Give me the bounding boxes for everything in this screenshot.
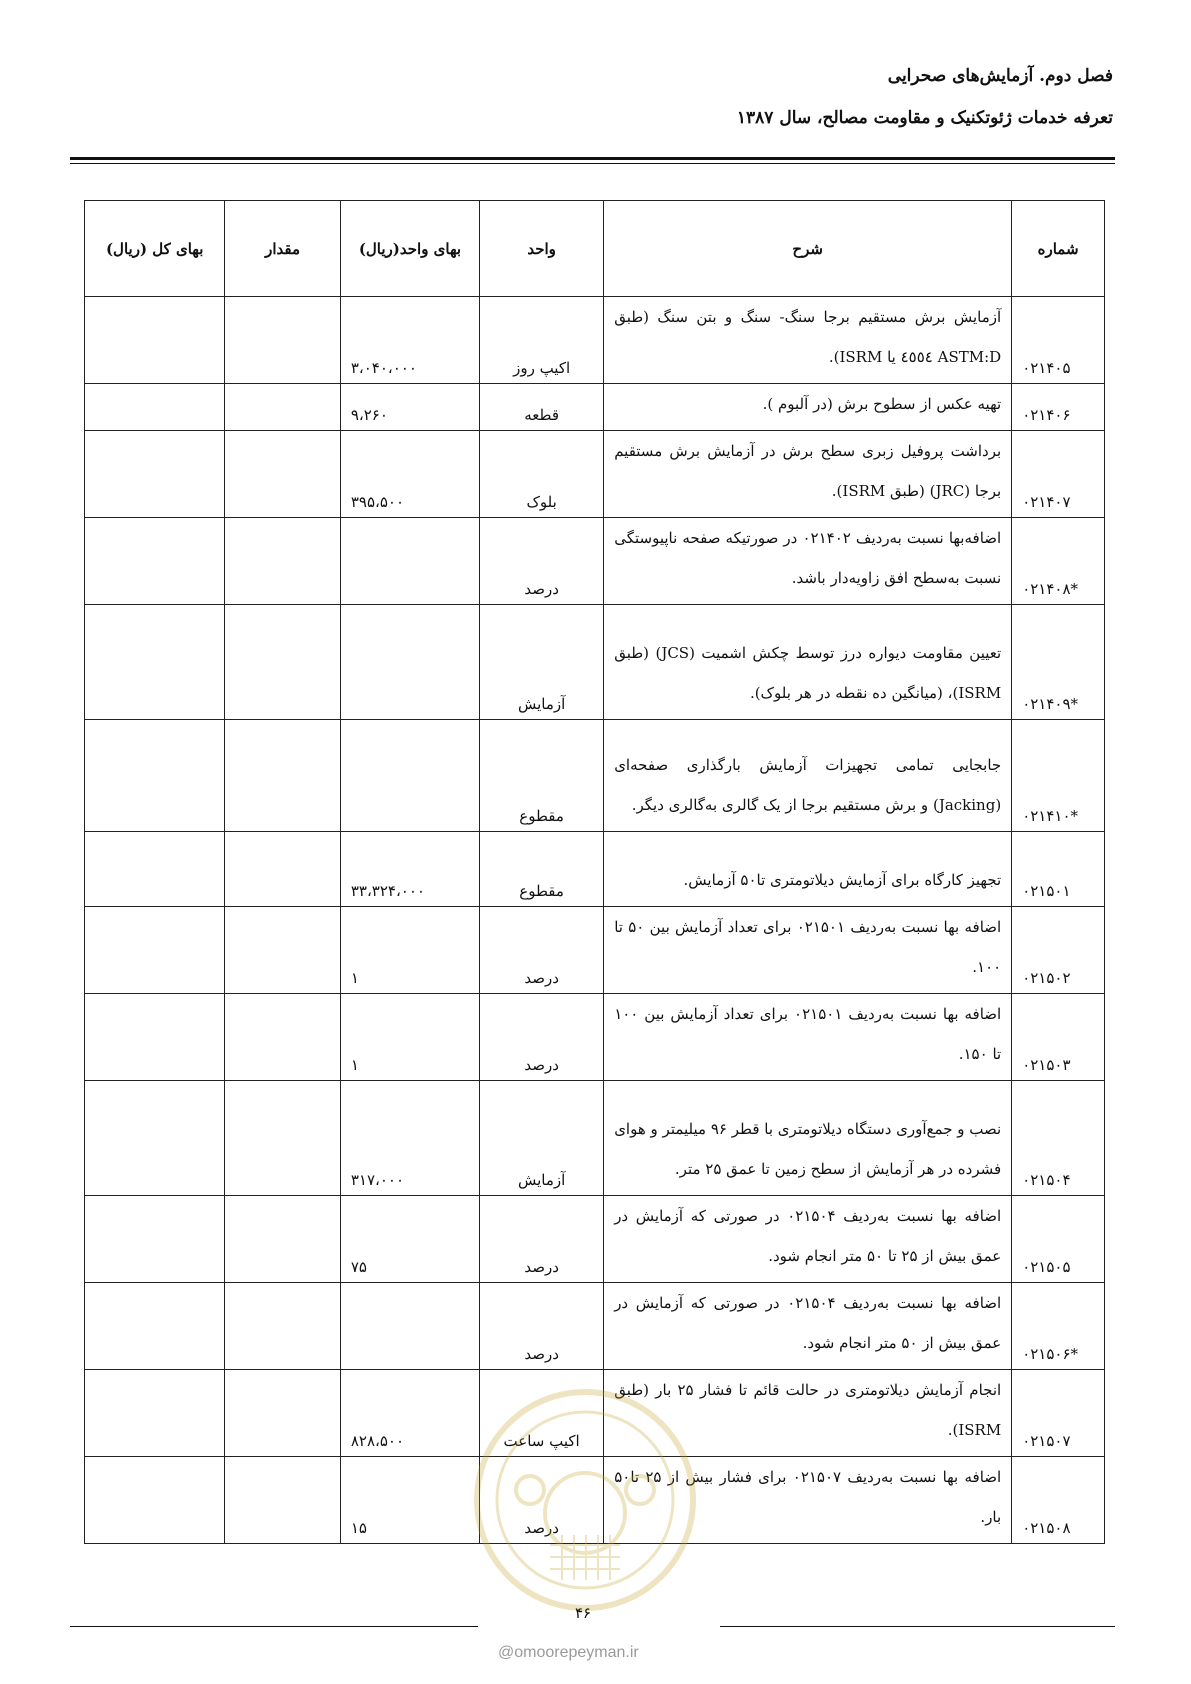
row-unit: اکیپ ساعت bbox=[480, 1370, 604, 1457]
row-description: تجهیز کارگاه برای آزمایش دیلاتومتری تا۵۰ آزمایش. bbox=[604, 832, 1012, 907]
row-unit-price: ۸۲۸،۵۰۰ bbox=[340, 1370, 479, 1457]
row-number: ۰۲۱۴۰۷ bbox=[1012, 431, 1105, 518]
column-header-total: بهای کل (ریال) bbox=[85, 201, 225, 297]
row-description: اضافه بها نسبت به‌ردیف ۰۲۱۵۰۴ در صورتی که آزمایش در عمق بیش از ۵۰ متر انجام شود. bbox=[604, 1283, 1012, 1370]
row-description: اضافه بها نسبت به‌ردیف ۰۲۱۵۰۷ برای فشار بیش از ۲۵ تا۵۰ بار. bbox=[604, 1457, 1012, 1544]
footer-rule-right bbox=[720, 1626, 1115, 1627]
column-header-quantity: مقدار bbox=[225, 201, 340, 297]
row-total bbox=[85, 907, 225, 994]
row-description: انجام آزمایش دیلاتومتری در حالت قائم تا فشار ۲۵ بار (طبق ISRM). bbox=[604, 1370, 1012, 1457]
header-rule-thin bbox=[70, 163, 1115, 164]
row-total bbox=[85, 1370, 225, 1457]
row-description: برداشت پروفیل زبری سطح برش در آزمایش برش مستقیم برجا (JRC) (طبق ISRM). bbox=[604, 431, 1012, 518]
row-quantity bbox=[225, 720, 340, 832]
column-header-description: شرح bbox=[604, 201, 1012, 297]
row-total bbox=[85, 518, 225, 605]
row-unit-price: ۱ bbox=[340, 994, 479, 1081]
row-quantity bbox=[225, 384, 340, 431]
row-unit-price: ۳۳،۳۲۴،۰۰۰ bbox=[340, 832, 479, 907]
row-unit-price bbox=[340, 518, 479, 605]
row-unit: درصد bbox=[480, 1283, 604, 1370]
table-row bbox=[85, 907, 1105, 994]
stamp-seal-watermark bbox=[470, 1385, 700, 1615]
row-number: ۰۲۱۵۰۷ bbox=[1012, 1370, 1105, 1457]
row-description: تعیین مقاومت دیواره درز توسط چکش اشمیت (JCS) (طبق ISRM)، (میانگین ده نقطه در هر بلوک). bbox=[604, 605, 1012, 720]
row-unit: درصد bbox=[480, 1457, 604, 1544]
table-row bbox=[85, 384, 1105, 431]
row-unit-price bbox=[340, 1283, 479, 1370]
row-number: ۰۲۱۵۰۶* bbox=[1012, 1283, 1105, 1370]
table-header-row bbox=[85, 201, 1105, 297]
row-unit-price: ۳،۰۴۰،۰۰۰ bbox=[340, 297, 479, 384]
row-quantity bbox=[225, 994, 340, 1081]
row-unit-price bbox=[340, 720, 479, 832]
row-number: ۰۲۱۴۰۸* bbox=[1012, 518, 1105, 605]
row-quantity bbox=[225, 518, 340, 605]
column-header-unit-price: بهای واحد(ریال) bbox=[340, 201, 479, 297]
table-row bbox=[85, 720, 1105, 832]
row-unit: اکیپ روز bbox=[480, 297, 604, 384]
row-total bbox=[85, 1081, 225, 1196]
row-unit-price: ۱ bbox=[340, 907, 479, 994]
table-row bbox=[85, 605, 1105, 720]
row-unit: قطعه bbox=[480, 384, 604, 431]
footer-rule-left bbox=[70, 1626, 478, 1627]
row-number: ۰۲۱۵۰۲ bbox=[1012, 907, 1105, 994]
table-row bbox=[85, 431, 1105, 518]
row-unit: درصد bbox=[480, 518, 604, 605]
row-unit-price: ۷۵ bbox=[340, 1196, 479, 1283]
table-row bbox=[85, 832, 1105, 907]
row-quantity bbox=[225, 1457, 340, 1544]
row-unit: مقطوع bbox=[480, 832, 604, 907]
row-number: ۰۲۱۴۰۹* bbox=[1012, 605, 1105, 720]
row-number: ۰۲۱۴۰۶ bbox=[1012, 384, 1105, 431]
row-quantity bbox=[225, 1370, 340, 1457]
row-total bbox=[85, 1457, 225, 1544]
row-total bbox=[85, 720, 225, 832]
row-quantity bbox=[225, 832, 340, 907]
document-title: تعرفه خدمات ژئوتکنیک و مقاومت مصالح، سال ۱۳۸۷ bbox=[736, 108, 1113, 128]
row-unit: درصد bbox=[480, 1196, 604, 1283]
table-row bbox=[85, 1283, 1105, 1370]
row-number: ۰۲۱۴۰۵ bbox=[1012, 297, 1105, 384]
row-number: ۰۲۱۵۰۸ bbox=[1012, 1457, 1105, 1544]
row-unit: آزمایش bbox=[480, 1081, 604, 1196]
row-description: اضافه‌بها نسبت به‌ردیف ۰۲۱۴۰۲ در صورتیکه صفحه ناپیوستگی نسبت به‌سطح افق زاویه‌دار باشد. bbox=[604, 518, 1012, 605]
row-quantity bbox=[225, 431, 340, 518]
row-unit: مقطوع bbox=[480, 720, 604, 832]
header-rule-thick bbox=[70, 157, 1115, 160]
tariff-table bbox=[84, 200, 1105, 1544]
row-description: آزمایش برش مستقیم برجا سنگ- سنگ و بتن سنگ (طبق ASTM:D ٤٥٥٤ یا ISRM). bbox=[604, 297, 1012, 384]
table-row bbox=[85, 1081, 1105, 1196]
row-total bbox=[85, 1283, 225, 1370]
row-unit: آزمایش bbox=[480, 605, 604, 720]
row-description: نصب و جمع‌آوری دستگاه دیلاتومتری با قطر ۹۶ میلیمتر و هوای فشرده در هر آزمایش از سطح زمین تا عمق ۲۵ متر. bbox=[604, 1081, 1012, 1196]
row-number: ۰۲۱۵۰۴ bbox=[1012, 1081, 1105, 1196]
row-unit-price: ۳۱۷،۰۰۰ bbox=[340, 1081, 479, 1196]
row-description: اضافه بها نسبت به‌ردیف ۰۲۱۵۰۴ در صورتی که آزمایش در عمق بیش از ۲۵ تا ۵۰ متر انجام شود. bbox=[604, 1196, 1012, 1283]
row-unit-price: ۳۹۵،۵۰۰ bbox=[340, 431, 479, 518]
row-number: ۰۲۱۵۰۳ bbox=[1012, 994, 1105, 1081]
row-total bbox=[85, 297, 225, 384]
row-quantity bbox=[225, 1283, 340, 1370]
row-description: تهیه عکس از سطوح برش (در آلبوم ). bbox=[604, 384, 1012, 431]
page-number: ۴۶ bbox=[575, 1604, 592, 1622]
row-number: ۰۲۱۵۰۱ bbox=[1012, 832, 1105, 907]
row-total bbox=[85, 605, 225, 720]
column-header-unit: واحد bbox=[480, 201, 604, 297]
row-quantity bbox=[225, 605, 340, 720]
row-description: جابجایی تمامی تجهیزات آزمایش بارگذاری صفحه‌ای (Jacking) و برش مستقیم برجا از یک گالری به‌گالری دیگر. bbox=[604, 720, 1012, 832]
table-row bbox=[85, 994, 1105, 1081]
row-total bbox=[85, 431, 225, 518]
chapter-title: فصل دوم. آزمایش‌های صحرایی bbox=[887, 66, 1113, 86]
table-row bbox=[85, 518, 1105, 605]
row-unit-price: ۱۵ bbox=[340, 1457, 479, 1544]
row-number: ۰۲۱۵۰۵ bbox=[1012, 1196, 1105, 1283]
row-total bbox=[85, 384, 225, 431]
row-unit: درصد bbox=[480, 994, 604, 1081]
row-quantity bbox=[225, 907, 340, 994]
row-quantity bbox=[225, 1081, 340, 1196]
row-number: ۰۲۱۴۱۰* bbox=[1012, 720, 1105, 832]
column-header-number: شماره bbox=[1012, 201, 1105, 297]
row-quantity bbox=[225, 297, 340, 384]
website-watermark: @omoorepeyman.ir bbox=[498, 1644, 639, 1661]
row-description: اضافه بها نسبت به‌ردیف ۰۲۱۵۰۱ برای تعداد آزمایش بین ۵۰ تا ۱۰۰. bbox=[604, 907, 1012, 994]
row-description: اضافه بها نسبت به‌ردیف ۰۲۱۵۰۱ برای تعداد آزمایش بین ۱۰۰ تا ۱۵۰. bbox=[604, 994, 1012, 1081]
row-unit: بلوک bbox=[480, 431, 604, 518]
table-row bbox=[85, 297, 1105, 384]
table-row bbox=[85, 1196, 1105, 1283]
row-total bbox=[85, 994, 225, 1081]
row-unit-price bbox=[340, 605, 479, 720]
row-total bbox=[85, 1196, 225, 1283]
row-unit: درصد bbox=[480, 907, 604, 994]
row-unit-price: ۹،۲۶۰ bbox=[340, 384, 479, 431]
row-quantity bbox=[225, 1196, 340, 1283]
row-total bbox=[85, 832, 225, 907]
